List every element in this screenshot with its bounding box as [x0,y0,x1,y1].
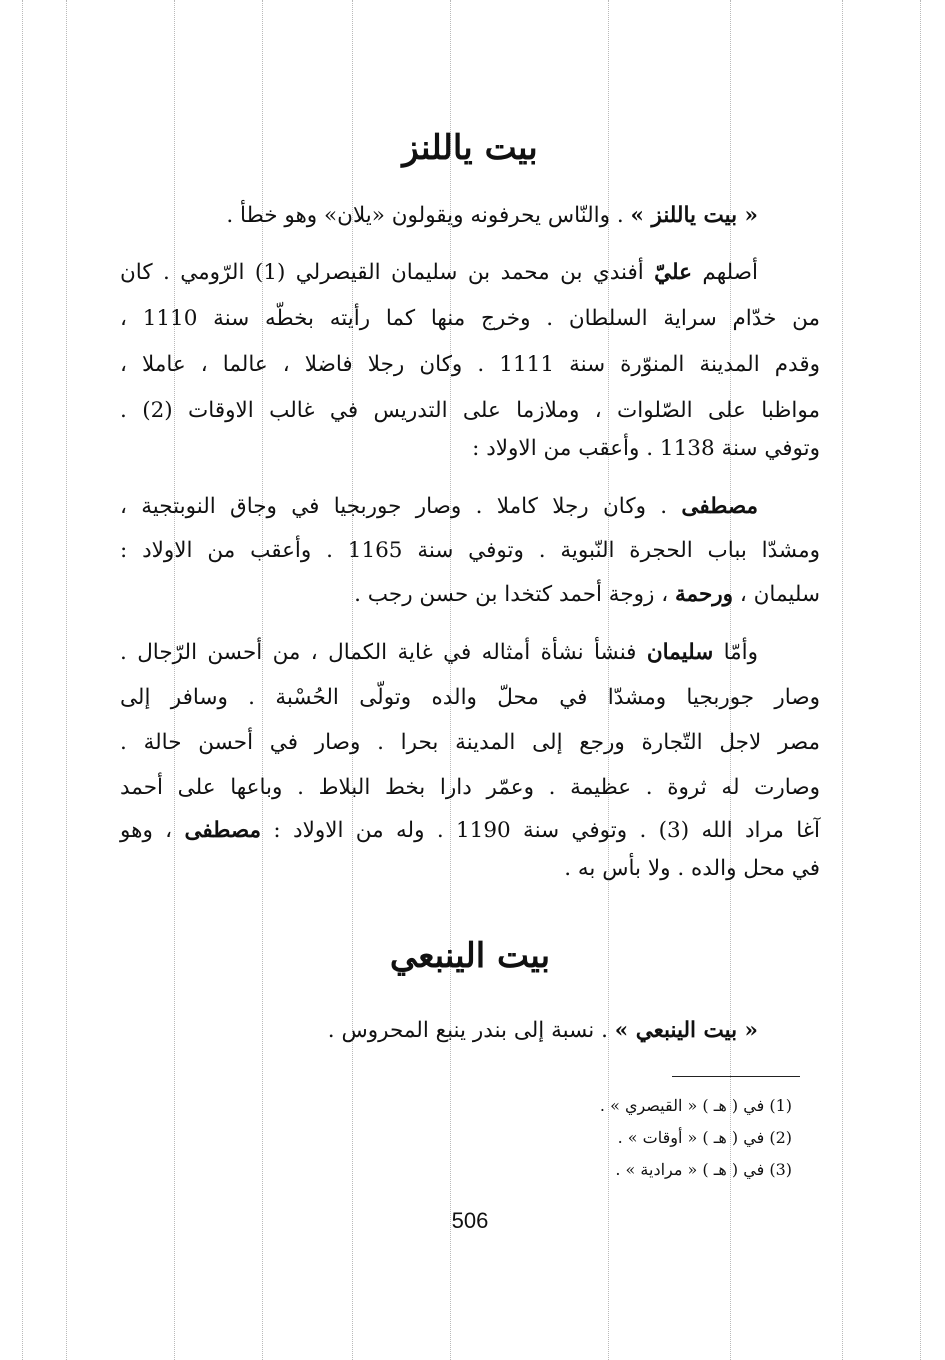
text-span: سليمان ، [733,582,820,607]
text-span: ، زوجة أحمد كتخدا بن حسن رجب . [354,582,675,607]
p3-line-6: في محل والده . ولا بأس به . [564,856,820,881]
p2-line-3 [120,582,820,607]
bold-name: ورحمة [674,582,733,607]
bold-name: مصطفى [184,818,262,843]
bold-name: سليمان [646,640,714,665]
text-span: أفندي بن محمد بن سليمان القيصرلي (1) الرّومي . كان [120,260,655,285]
intro-bold: « بيت ياللنز » [630,203,758,228]
intro-line-2 [120,1018,758,1043]
p1-line-1 [120,260,758,285]
text-span: فنشأ نشأة أمثاله في غاية الكمال ، من أحسن الرّجال . [120,640,647,665]
text-span: . وكان رجلا كاملا . وصار جوربجيا في وجاق النوبتجية ، [120,494,682,519]
p2-line-2: ومشدّا بباب الحجرة النّبوية . وتوفي سنة 1165 . وأعقب من الاولاد : [120,538,820,563]
footnote-3: (3) في ( هـ ) « مرادية » . [615,1160,792,1179]
footnote-1: (1) في ( هـ ) « القيصري » . [599,1096,792,1115]
p1-line-2: من خدّام سراية السلطان . وخرج منها كما رأيته بخطّه سنة 1110 ، [120,306,820,331]
text-span: أصلهم [692,260,758,285]
bold-name: مصطفى [681,494,758,519]
intro-line [120,203,758,228]
bold-name: عليّ [654,260,693,285]
p1-line-5: وتوفي سنة 1138 . وأعقب من الاولاد : [472,436,820,461]
footnote-separator [672,1076,800,1077]
footnote-2: (2) في ( هـ ) « أوقات » . [617,1128,792,1147]
text-span: وأمّا [713,640,758,665]
text-span: آغا مراد الله (3) . وتوفي سنة 1190 . وله من الاولاد : [261,818,821,843]
section-title-yallanz: بيت ياللنز [402,128,538,168]
book-page [120,0,820,1360]
p1-line-4: مواظبا على الصّلوات ، وملازما على التدريس في غالب الاوقات (2) . [120,398,820,423]
p3-line-5 [120,818,820,843]
intro-text: . نسبة إلى بندر ينبع المحروس . [327,1018,615,1043]
p3-line-3: مصر لاجل التّجارة ورجع إلى المدينة بحرا . وصار في أحسن حالة . [120,730,820,755]
intro-bold: « بيت الينبعي » [614,1018,758,1043]
page-number: 506 [451,1208,489,1233]
p3-line-1 [120,640,758,665]
section-title-yanbui: بيت الينبعي [389,936,551,976]
p2-line-1 [120,494,758,519]
p3-line-4: وصارت له ثروة . عظيمة . وعمّر دارا بخط البلاط . وباعها على أحمد [120,775,820,800]
p3-line-2: وصار جوربجيا ومشدّا في محلّ والده وتولّى الحُسْبة . وسافر إلى [120,685,820,710]
intro-text: . والنّاس يحرفونه ويقولون «يلان» وهو خطأ . [226,203,631,228]
p1-line-3: وقدم المدينة المنوّرة سنة 1111 . وكان رجلا فاضلا ، عالما ، عاملا ، [120,352,820,377]
text-span: ، وهو [120,818,185,843]
